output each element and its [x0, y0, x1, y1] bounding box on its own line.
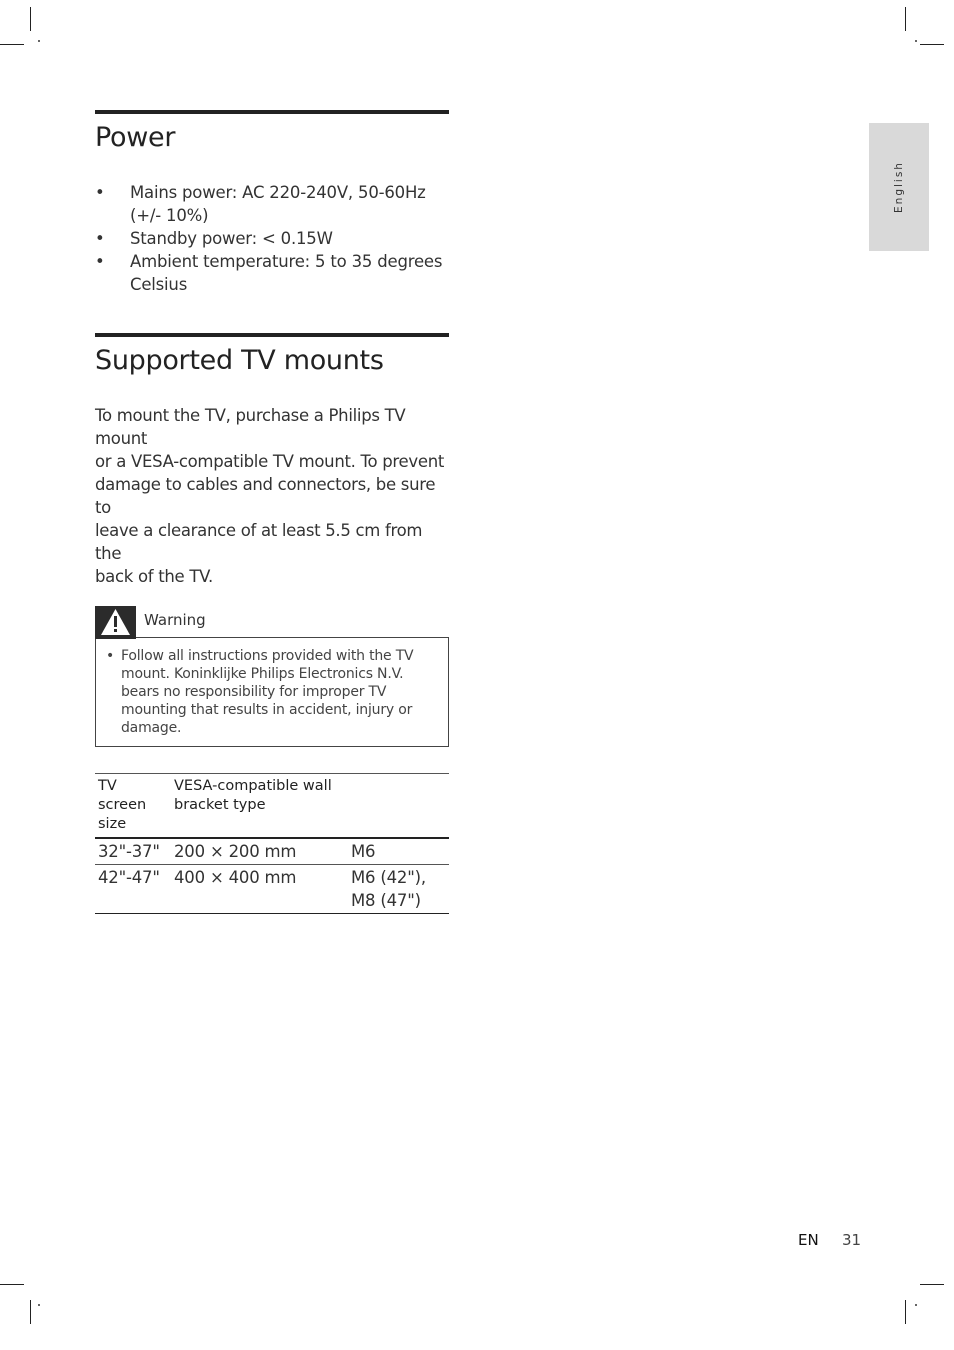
warning-box: [95, 637, 449, 747]
power-bullets: [95, 181, 449, 296]
crop-mark: [0, 44, 24, 45]
crop-mark: [905, 7, 906, 31]
crop-dot: [915, 1304, 917, 1306]
crop-mark: [30, 7, 31, 31]
header-screw: [348, 774, 449, 839]
crop-mark: [0, 1284, 24, 1285]
mounts-intro: To mount the TV, purchase a Philips TV mount or a VESA-compatible TV mount. To prevent damage to cables and connectors, be sure to leave a clearance of at least 5.5 cm from the back of the TV.: [95, 406, 445, 586]
language-tab: [869, 123, 929, 251]
bullet-icon: •: [95, 183, 105, 202]
cell-screen-size: 42"-47": [95, 865, 171, 914]
warning-header: [95, 606, 449, 637]
power-bullet: • Mains power: AC 220-240V, 50-60Hz (+/- 10%): [95, 183, 426, 225]
header-bracket-type: VESA-compatible wall bracket type: [171, 774, 348, 839]
section-rule: [95, 333, 449, 337]
main-column: [95, 110, 449, 914]
footer-language: EN: [798, 1231, 819, 1249]
power-bullet: • Standby power: < 0.15W: [95, 229, 333, 248]
power-bullet: • Ambient temperature: 5 to 35 degrees Celsius: [95, 252, 443, 294]
cell-bracket: 200 × 200 mm: [171, 838, 348, 865]
crop-mark: [30, 1300, 31, 1324]
section-rule: [95, 110, 449, 114]
cell-screw: M6: [348, 838, 449, 865]
table-row: [95, 838, 449, 865]
crop-mark: [905, 1300, 906, 1324]
warning-label: Warning: [144, 611, 206, 629]
crop-dot: [915, 40, 917, 42]
mounts-title: Supported TV mounts: [95, 345, 384, 376]
warning-triangle-icon: [95, 606, 136, 639]
power-title: Power: [95, 122, 176, 153]
bullet-icon: •: [95, 252, 105, 271]
mount-table: [95, 773, 449, 914]
bullet-icon: •: [95, 229, 105, 248]
cell-screw: M6 (42"), M8 (47"): [348, 865, 449, 914]
table-header-row: [95, 774, 449, 839]
cell-screen-size: 32"-37": [95, 838, 171, 865]
page-number: 31: [842, 1231, 862, 1249]
cell-bracket: 400 × 400 mm: [171, 865, 348, 914]
header-screen-size: TV screen size: [95, 774, 171, 839]
language-label: English: [893, 161, 905, 213]
crop-mark: [920, 44, 944, 45]
crop-mark: [920, 1284, 944, 1285]
table-row: [95, 865, 449, 914]
crop-dot: [38, 1304, 40, 1306]
warning-text: • Follow all instructions provided with the TV mount. Koninklijke Philips Electronics N.V. bears no responsibility for improper TV mounting that results in accident, injury or damage.: [106, 648, 414, 736]
bullet-icon: •: [106, 648, 115, 664]
crop-dot: [38, 40, 40, 42]
